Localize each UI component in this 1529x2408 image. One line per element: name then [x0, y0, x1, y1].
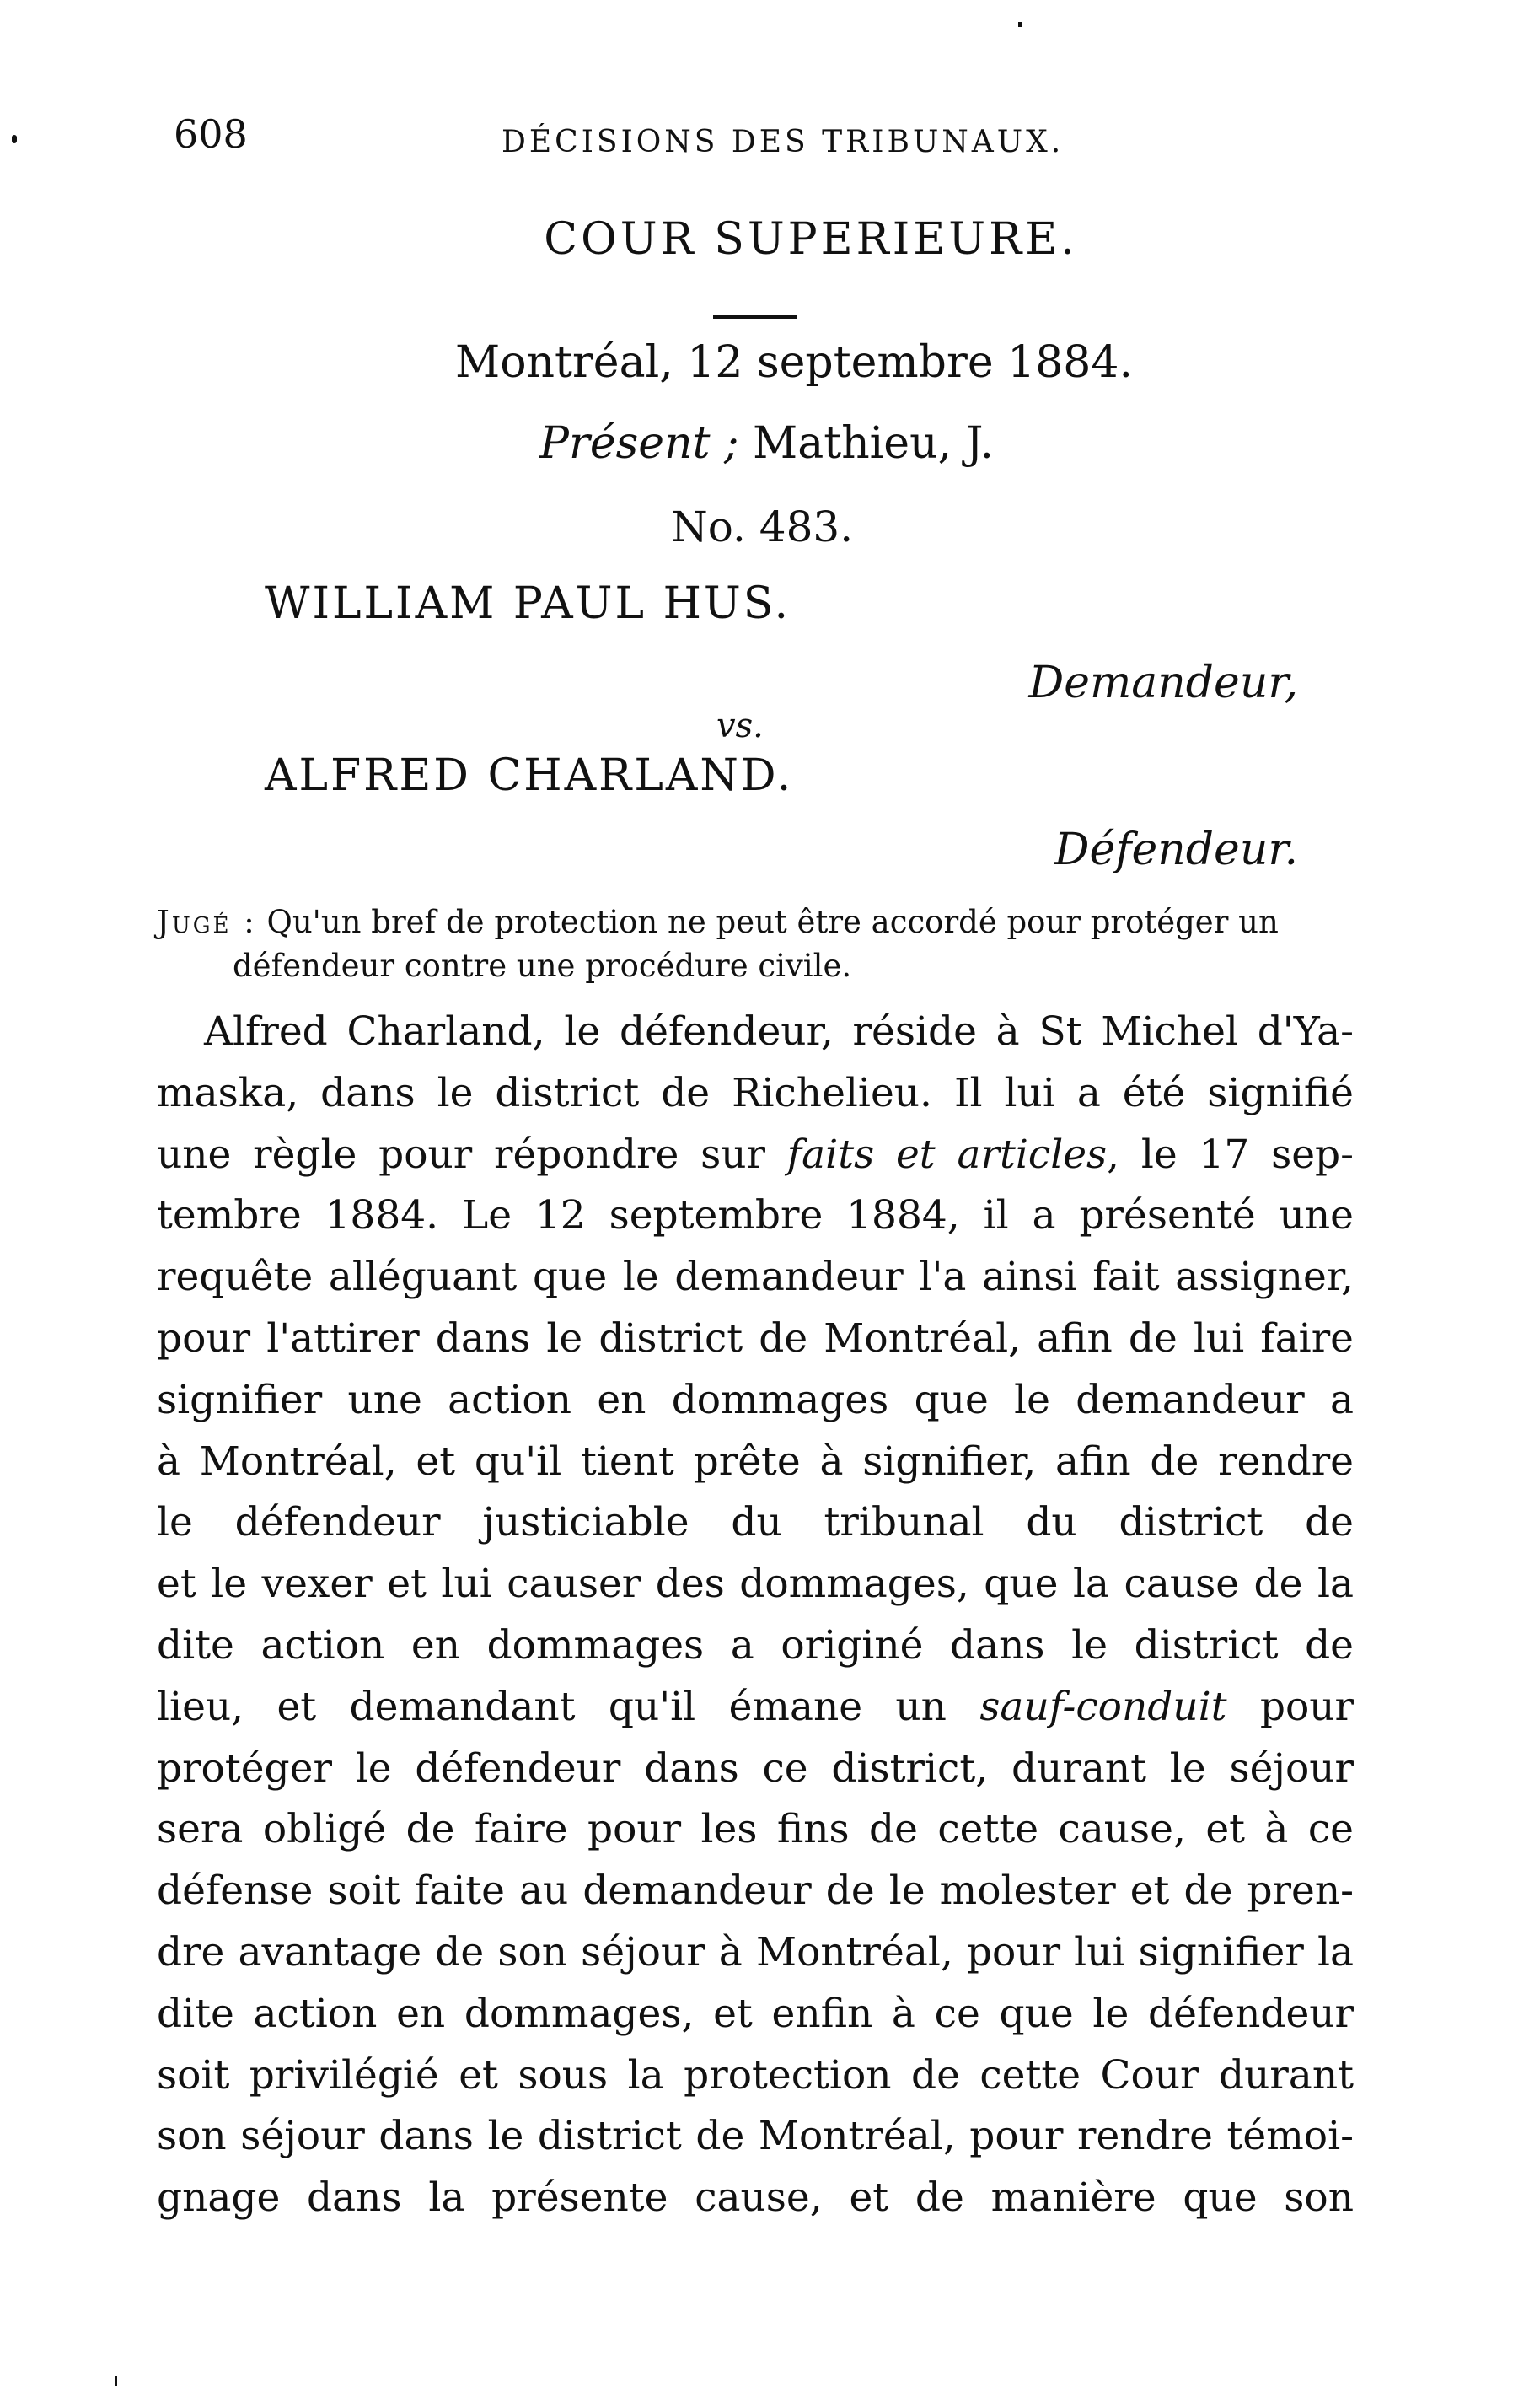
body-fragment: pour — [1259, 1683, 1354, 1730]
headnote-line: défendeur contre une procédure civile. — [233, 948, 852, 984]
body-line: sera obligé de faire pour les fins de cette cause, et à ce — [157, 1806, 1354, 1853]
date-line: Montréal, 12 septembre 1884. — [455, 337, 1133, 388]
headnote-line: Qu'un bref de protection ne peut être accordé pour protéger un — [266, 904, 1279, 940]
margin-speck — [115, 2376, 117, 2386]
body-line: dite action en dommages a originé dans le district de — [157, 1621, 1354, 1669]
margin-speck — [12, 135, 17, 143]
body-line: maska, dans le district de Richelieu. Il lui a été signifié — [157, 1069, 1354, 1116]
defendant-name: ALFRED CHARLAND. — [265, 750, 794, 801]
italic-term: faits et articles — [786, 1131, 1108, 1178]
present-line — [539, 418, 994, 469]
body-line: tembre 1884. Le 12 septembre 1884, il a présenté une — [157, 1192, 1354, 1239]
body-fragment: lieu, et demandant qu'il émane un — [157, 1683, 947, 1730]
case-number: No. 483. — [671, 503, 854, 551]
body-line: dite action en dommages, et enfin à ce que le défendeur — [157, 1990, 1354, 2037]
headnote-label: Jugé : — [157, 904, 257, 940]
page-number: 608 — [174, 111, 248, 157]
headnote — [157, 900, 1354, 988]
body-text — [157, 1002, 1354, 2229]
body-line: à Montréal, et qu'il tient prête à signifier, afin de rendre — [157, 1438, 1354, 1485]
body-line: pour l'attirer dans le district de Montréal, afin de lui faire — [157, 1314, 1354, 1362]
body-line: gnage dans la présente cause, et de manière que son — [157, 2174, 1354, 2222]
heading-rule — [713, 315, 797, 319]
body-line: signifier une action en dommages que le demandeur a — [157, 1376, 1354, 1423]
italic-term: sauf-conduit — [979, 1683, 1227, 1730]
body-line — [157, 1677, 1354, 1739]
judge-name: Mathieu, J. — [753, 418, 994, 469]
body-fragment: une règle pour répondre sur — [157, 1131, 765, 1178]
running-title: DÉCISIONS DES TRIBUNAUX. — [502, 125, 1065, 159]
defendant-role: Défendeur. — [1054, 825, 1298, 875]
body-line: dre avantage de son séjour à Montréal, pour lui signifier la — [157, 1928, 1354, 1975]
body-fragment: , le 17 sep- — [1107, 1131, 1354, 1178]
body-line: protéger le défendeur dans ce district, durant le séjour — [157, 1744, 1354, 1792]
body-line: son séjour dans le district de Montréal, pour rendre témoi- — [157, 2113, 1354, 2160]
body-line: Alfred Charland, le défendeur, réside à St Michel d'Ya- — [204, 1008, 1354, 1055]
versus-label: vs. — [716, 707, 764, 745]
plaintiff-name: WILLIAM PAUL HUS. — [265, 578, 791, 629]
margin-speck — [1018, 22, 1022, 27]
body-line: soit privilégié et sous la protection de cette Cour durant — [157, 2051, 1354, 2099]
body-line: et le vexer et lui causer des dommages, que la cause de la — [157, 1561, 1354, 1608]
body-line: défense soit faite au demandeur de le molester et de pren- — [157, 1868, 1354, 1915]
court-heading: COUR SUPERIEURE. — [544, 214, 1078, 265]
body-line — [157, 1125, 1354, 1186]
plaintiff-role: Demandeur, — [1028, 658, 1298, 708]
body-line: le défendeur justiciable du tribunal du district de — [157, 1499, 1354, 1546]
body-line: requête alléguant que le demandeur l'a ainsi fait assigner, — [157, 1254, 1354, 1301]
present-label: Présent ; — [539, 418, 739, 469]
